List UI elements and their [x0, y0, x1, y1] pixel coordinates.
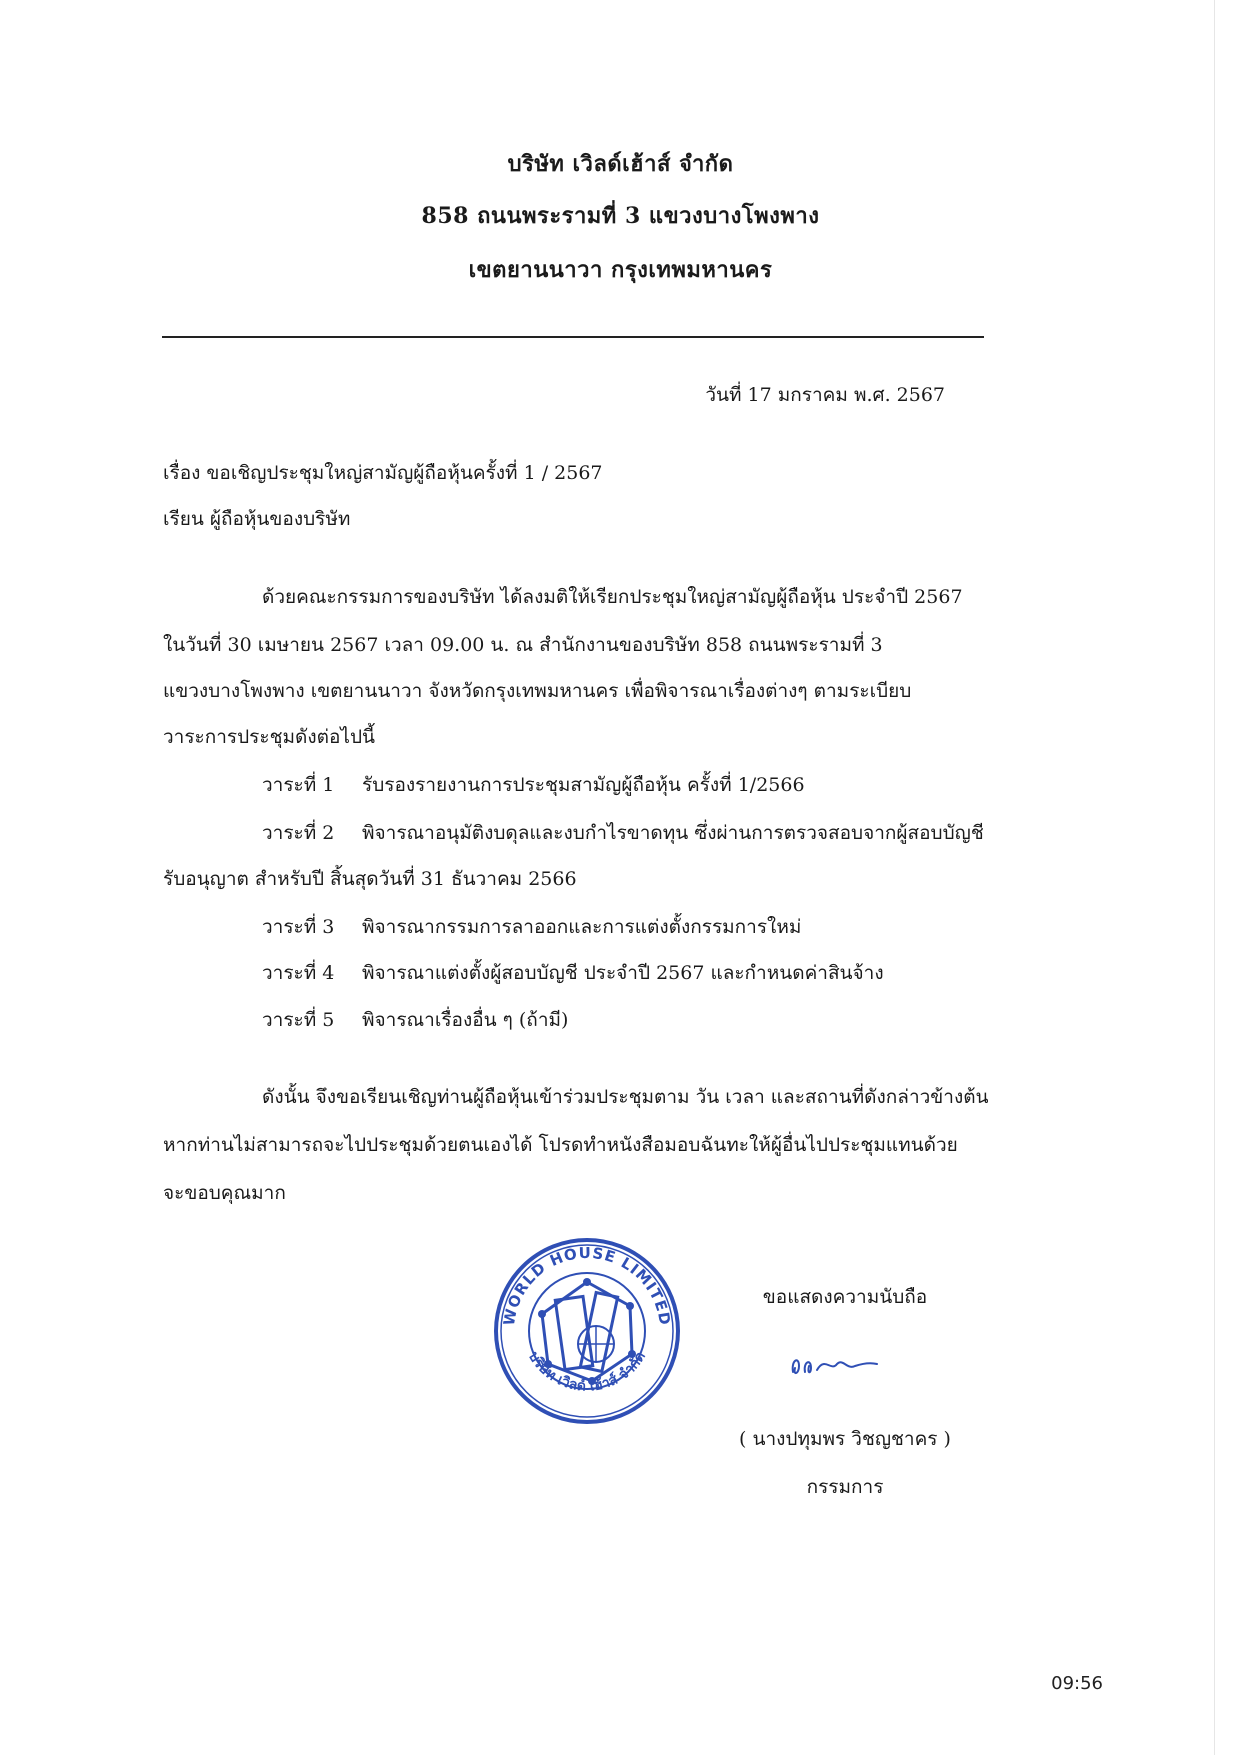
svg-text:WORLD HOUSE LIMITED: WORLD HOUSE LIMITED	[499, 1243, 674, 1327]
address-line-1: 858 ถนนพระรามที่ 3 แขวงบางโพงพาง	[421, 203, 820, 229]
svg-text:บริษัท เวิลด์ เฮ้าส์ จำกัด: บริษัท เวิลด์ เฮ้าส์ จำกัด	[525, 1349, 649, 1395]
agenda-text: รับรองรายงานการประชุมสามัญผู้ถือหุ้น ครั้งที่ 1/2566	[362, 774, 805, 796]
agenda-text: พิจารณาอนุมัติงบดุลและงบกำไรขาดทุน ซึ่งผ่านการตรวจสอบจากผู้สอบบัญชี	[362, 822, 984, 844]
body-line-4: วาระการประชุมดังต่อไปนี้	[163, 726, 375, 748]
company-seal	[492, 1236, 682, 1426]
agenda-number: วาระที่ 3	[262, 916, 335, 938]
agenda-number: วาระที่ 1	[262, 774, 335, 796]
conclusion-line-3: จะขอบคุณมาก	[163, 1182, 286, 1204]
body-line-3: แขวงบางโพงพาง เขตยานนาวา จังหวัดกรุงเทพมหานคร เพื่อพิจารณาเรื่องต่างๆ ตามระเบียบ	[163, 680, 912, 702]
agenda-number: วาระที่ 5	[262, 1009, 335, 1031]
signer-name: ( นางปทุมพร วิชญชาคร )	[739, 1428, 951, 1450]
subject-line: เรื่อง ขอเชิญประชุมใหญ่สามัญผู้ถือหุ้นครั้งที่ 1 / 2567	[163, 462, 603, 484]
conclusion-line-1: ดังนั้น จึงขอเรียนเชิญท่านผู้ถือหุ้นเข้าร่วมประชุมตาม วัน เวลา และสถานที่ดังกล่าวข้างต้น	[262, 1086, 989, 1108]
address-line-2: เขตยานนาวา กรุงเทพมหานคร	[468, 257, 773, 283]
recipient-line: เรียน ผู้ถือหุ้นของบริษัท	[163, 508, 351, 530]
agenda-continuation: รับอนุญาต สำหรับปี สิ้นสุดวันที่ 31 ธันวาคม 2566	[163, 868, 577, 890]
body-line-1: ด้วยคณะกรรมการของบริษัท ได้ลงมติให้เรียกประชุมใหญ่สามัญผู้ถือหุ้น ประจำปี 2567	[262, 586, 963, 608]
agenda-number: วาระที่ 4	[262, 962, 335, 984]
body-line-2: ในวันที่ 30 เมษายน 2567 เวลา 09.00 น. ณ สำนักงานของบริษัท 858 ถนนพระรามที่ 3	[163, 634, 883, 656]
timestamp: 09:56	[1051, 1673, 1103, 1694]
signer-position: กรรมการ	[806, 1476, 884, 1498]
agenda-number: วาระที่ 2	[262, 822, 335, 844]
agenda-text: พิจารณาเรื่องอื่น ๆ (ถ้ามี)	[362, 1009, 569, 1031]
handwritten-signature	[785, 1342, 885, 1382]
company-name: บริษัท เวิลด์เฮ้าส์ จำกัด	[507, 151, 734, 177]
letter-date: วันที่ 17 มกราคม พ.ศ. 2567	[705, 384, 945, 406]
agenda-text: พิจารณากรรมการลาออกและการแต่งตั้งกรรมการใหม่	[362, 916, 802, 938]
conclusion-line-2: หากท่านไม่สามารถจะไปประชุมด้วยตนเองได้ โปรดทำหนังสือมอบฉันทะให้ผู้อื่นไปประชุมแทนด้วย	[163, 1134, 958, 1156]
header-divider	[162, 336, 984, 338]
closing-greeting: ขอแสดงความนับถือ	[762, 1286, 928, 1308]
agenda-text: พิจารณาแต่งตั้งผู้สอบบัญชี ประจำปี 2567 และกำหนดค่าสินจ้าง	[362, 962, 884, 984]
